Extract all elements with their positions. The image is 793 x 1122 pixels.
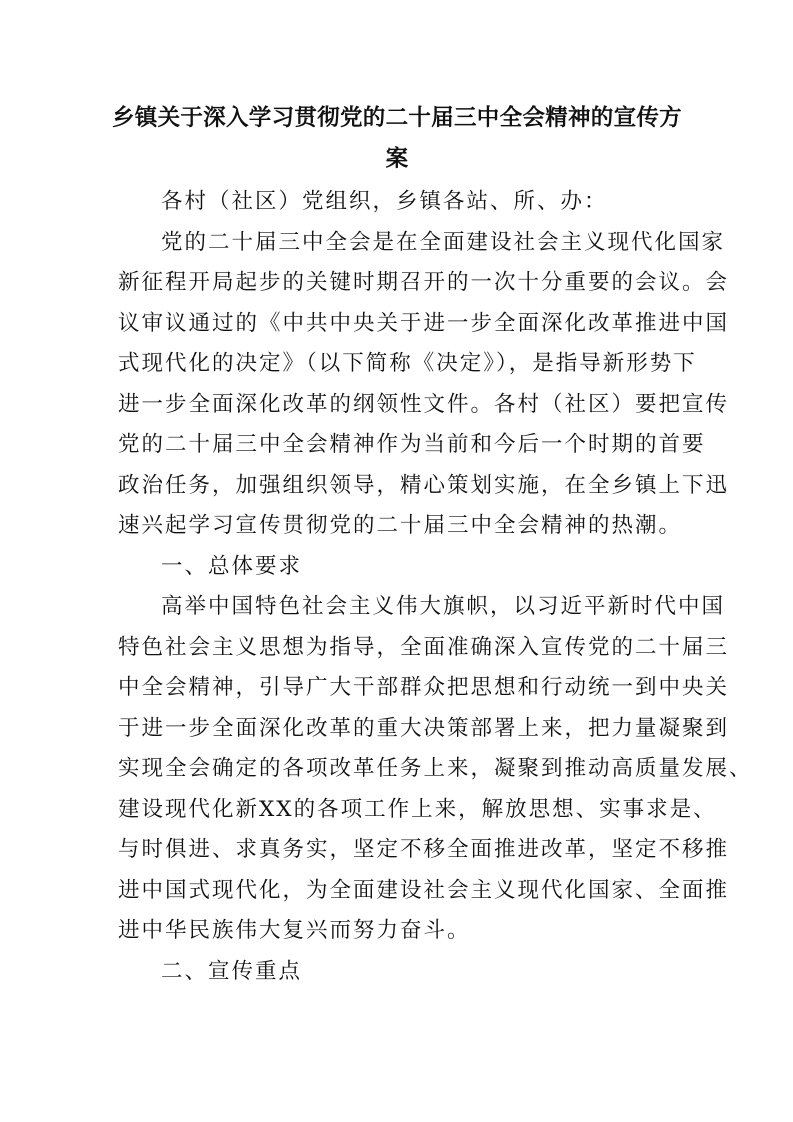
paragraph-line: 进中国式现代化，为全面建设社会主义现代化国家、全面推 bbox=[118, 877, 730, 903]
paragraph-intro bbox=[118, 223, 730, 547]
section-heading-general-requirements: 一、总体要求 bbox=[161, 553, 303, 579]
title-line-2: 案 bbox=[385, 145, 409, 172]
document-title bbox=[108, 98, 686, 179]
paragraph-line: 与时俱进、求真务实，坚定不移全面推进改革，坚定不移推 bbox=[118, 837, 730, 862]
section-heading-publicity-focus: 二、宣传重点 bbox=[161, 958, 303, 984]
paragraph-line: 党的二十届三中全会是在全面建设社会主义现代化国家 bbox=[161, 229, 726, 255]
salutation: 各村（社区）党组织，乡镇各站、所、办： bbox=[161, 189, 608, 214]
paragraph-line: 新征程开局起步的关键时期召开的一次十分重要的会议。会 bbox=[118, 270, 730, 295]
paragraph-line: 实现全会确定的各项改革任务上来，凝聚到推动高质量发展、 bbox=[118, 756, 753, 781]
paragraph-line: 式现代化的决定》（以下简称《决定》），是指导新形势下 bbox=[118, 351, 697, 376]
paragraph-line: 党的二十届三中全会精神作为当前和今后一个时期的首要 bbox=[118, 432, 706, 457]
paragraph-line: 高举中国特色社会主义伟大旗帜，以习近平新时代中国 bbox=[161, 594, 726, 619]
paragraph-line: 于进一步全面深化改革的重大决策部署上来，把力量凝聚到 bbox=[118, 715, 730, 741]
paragraph-line: 建设现代化新XX的各项工作上来，解放思想、实事求是、 bbox=[118, 796, 717, 822]
paragraph-line: 政治任务，加强组织领导，精心策划实施，在全乡镇上下迅 bbox=[118, 472, 730, 498]
paragraph-general-requirements bbox=[118, 587, 753, 952]
paragraph-line: 进一步全面深化改革的纲领性文件。各村（社区）要把宣传 bbox=[118, 391, 730, 417]
title-line-1: 乡镇关于深入学习贯彻党的二十届三中全会精神的宣传方 bbox=[111, 105, 682, 131]
paragraph-line: 特色社会主义思想为指导，全面准确深入宣传党的二十届三 bbox=[118, 634, 730, 660]
paragraph-line: 速兴起学习宣传贯彻党的二十届三中全会精神的热潮。 bbox=[118, 513, 683, 538]
paragraph-line: 议审议通过的《中共中央关于进一步全面深化改革推进中国 bbox=[118, 310, 730, 336]
paragraph-line: 中全会精神，引导广大干部群众把思想和行动统一到中央关 bbox=[118, 675, 730, 700]
document-body bbox=[118, 182, 753, 992]
paragraph-line: 进中华民族伟大复兴而努力奋斗。 bbox=[118, 918, 471, 943]
